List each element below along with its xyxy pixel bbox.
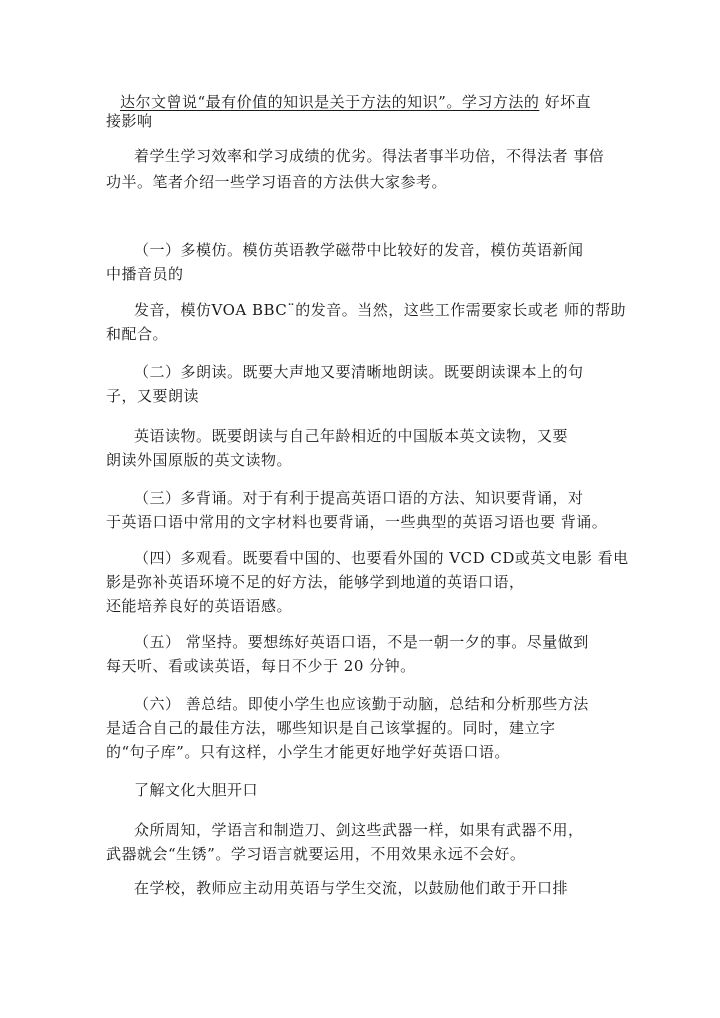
darwin-quote-underlined: 达尔文曾说“最有价值的知识是关于方法的知识”。学习方法的 xyxy=(120,93,540,111)
section-5-line-2: 每天听、看或读英语，每日不少于 20 分钟。 xyxy=(106,657,416,675)
section-2-line-3: 英语读物。既要朗读与自己年龄相近的中国版本英文读物，又要 xyxy=(134,427,569,445)
section-6-line-1: （六） 善总结。即使小学生也应该勤于动脑，总结和分析那些方法 xyxy=(134,695,589,713)
closing-line-3: 在学校，教师应主动用英语与学生交流，以鼓励他们敢于开口排 xyxy=(134,879,569,897)
section-4-line-2: 影是弥补英语环境不足的好方法，能够学到地道的英语口语， xyxy=(106,573,525,591)
intro-line-3: 着学生学习效率和学习成绩的优劣。得法者事半功倍，不得法者 事倍 xyxy=(134,147,605,165)
section-6-line-2: 是适合自己的最佳方法，哪些知识是自己该掌握的。同时，建立字 xyxy=(106,719,556,737)
section-1-line-2: 中播音员的 xyxy=(106,265,184,283)
section-2-line-1: （二）多朗读。既要大声地又要清晰地朗读。既要朗读课本上的句 xyxy=(134,363,584,381)
section-5-line-1: （五） 常坚持。要想练好英语口语，不是一朝一夕的事。尽量做到 xyxy=(134,633,589,651)
closing-line-2: 武器就会“生锈”。学习语言就要运用，不用效果永远不会好。 xyxy=(106,845,526,863)
section-1-line-1: （一）多模仿。模仿英语教学磁带中比较好的发音，模仿英语新闻 xyxy=(134,241,584,259)
section-4-line-1: （四）多观看。既要看中国的、也要看外国的 VCD CD或英文电影 看电 xyxy=(134,549,629,567)
section-3-line-1: （三）多背诵。对于有利于提高英语口语的方法、知识要背诵，对 xyxy=(134,489,584,507)
section-2-line-4: 朗读外国原版的英文读物。 xyxy=(106,451,293,469)
closing-line-1: 众所周知，学语言和制造刀、剑这些武器一样，如果有武器不用， xyxy=(134,821,584,839)
intro-line-4: 功半。笔者介绍一些学习语音的方法供大家参考。 xyxy=(106,173,448,191)
intro-line-1-rest: 好坏直 xyxy=(539,93,592,111)
intro-line-2: 接影响 xyxy=(106,112,153,130)
section-4-line-3: 还能培养良好的英语语感。 xyxy=(106,597,293,615)
section-heading: 了解文化大胆开口 xyxy=(134,781,259,799)
section-3-line-2: 于英语口语中常用的文字材料也要背诵，一些典型的英语习语也要 背诵。 xyxy=(106,513,608,531)
section-1-line-4: 和配合。 xyxy=(106,325,169,343)
intro-line-1 xyxy=(120,92,591,112)
section-6-line-3: 的“句子库”。只有这样，小学生才能更好地学好英语口语。 xyxy=(106,743,510,761)
section-1-line-3: 发音，模仿VOA BBC¨的发音。当然，这些工作需要家长或老 师的帮助 xyxy=(134,301,627,319)
section-2-line-2: 子，又要朗读 xyxy=(106,387,200,405)
